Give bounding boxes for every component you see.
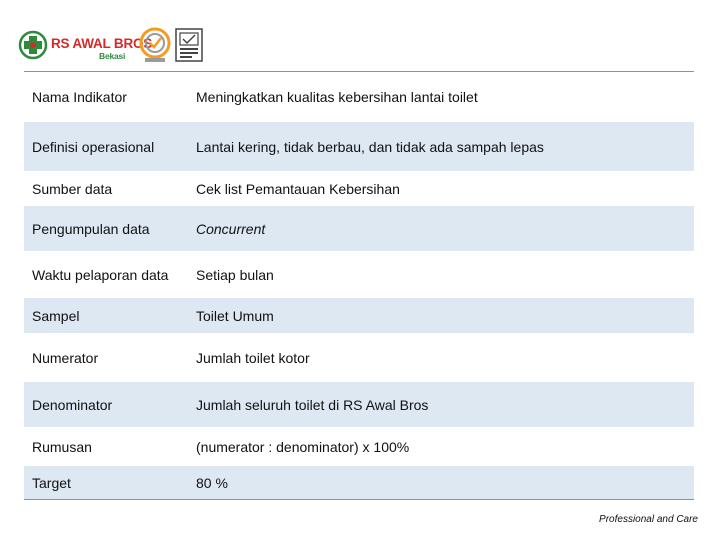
row-key: Rumusan: [32, 438, 92, 455]
row-key: Target: [24, 466, 188, 500]
footer-tagline: Professional and Care: [599, 514, 698, 525]
table-row: [24, 382, 694, 428]
table-row: [24, 466, 694, 500]
row-value: Jumlah toilet kotor: [196, 349, 310, 366]
row-key: Pengumpulan data: [24, 206, 188, 252]
table-row: [24, 252, 694, 298]
row-value: Lantai kering, tidak berbau, dan tidak ada sampah lepas: [188, 122, 694, 172]
row-key: Denominator: [24, 382, 188, 428]
header-logos: [18, 26, 218, 66]
hospital-cross-logo-icon: [18, 30, 48, 60]
table-row: [24, 428, 694, 466]
table-row: [24, 72, 694, 122]
brand-location: Bekasi: [99, 51, 126, 61]
row-key: Sampel: [24, 298, 188, 334]
row-key: Numerator: [32, 349, 99, 366]
row-key: Definisi operasional: [24, 122, 188, 172]
table-row: [24, 206, 694, 252]
row-value: Jumlah seluruh toilet di RS Awal Bros: [188, 382, 694, 428]
row-value: (numerator : denominator) x 100%: [196, 438, 410, 455]
row-key: Nama Indikator: [32, 88, 127, 105]
accreditation-badge-icon: [175, 28, 203, 62]
brand-name: RS AWAL BROS Bekasi: [51, 36, 153, 61]
row-value: Concurrent: [188, 206, 694, 252]
table-row: [24, 122, 694, 172]
quality-certificate-seal-icon: [138, 26, 172, 64]
row-key: Waktu pelaporan data: [32, 266, 169, 283]
indicator-table: [24, 71, 694, 500]
row-value: Setiap bulan: [196, 266, 274, 283]
table-row: [24, 172, 694, 206]
row-value: Cek list Pemantauan Kebersihan: [196, 180, 400, 197]
table-row: [24, 334, 694, 382]
row-value: Meningkatkan kualitas kebersihan lantai toilet: [196, 88, 478, 105]
row-value: 80 %: [188, 466, 694, 500]
table-row: [24, 298, 694, 334]
row-value: Toilet Umum: [188, 298, 694, 334]
row-key: Sumber data: [32, 180, 113, 197]
